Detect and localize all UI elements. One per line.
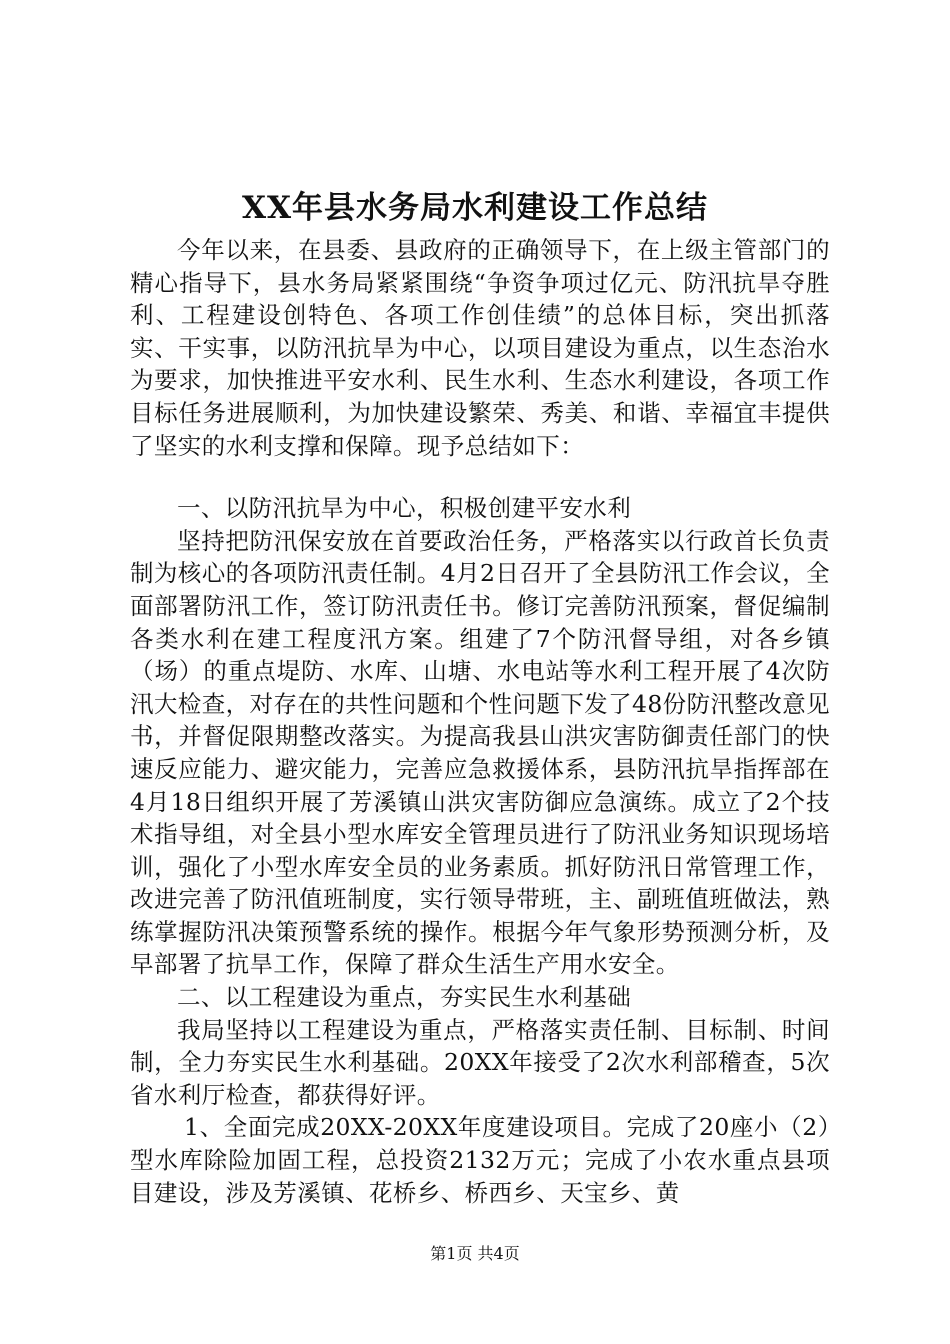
document-title: XX年县水务局水利建设工作总结 <box>241 190 709 226</box>
intro-paragraph: 今年以来，在县委、县政府的正确领导下，在上级主管部门的精心指导下，县水务局紧紧围绕“争资争项过亿元、防汛抗旱夺胜利、工程建设创特色、各项工作创佳绩”的总体目标，突出抓落实、干实事，以防汛抗旱为中心，以项目建设为重点，以生态治水为要求，加快推进平安水利、民生水利、生态水利建设，各项工作目标任务进展顺利，为加快建设繁荣、秀美、和谐、幸福宜丰提供了坚实的水利支撑和保障。现予总结如下： <box>130 236 830 460</box>
item-1-paragraph: 1、全面完成20XX-20XX年度建设项目。完成了20座小（2）型水库除险加固工程，总投资2132万元；完成了小农水重点县项目建设，涉及芳溪镇、花桥乡、桥西乡、天宝乡、黄 <box>130 1113 830 1207</box>
document-body <box>130 234 830 1209</box>
section-2-paragraph: 我局坚持以工程建设为重点，严格落实责任制、目标制、时间制，全力夯实民生水利基础。20XX年接受了2次水利部稽查，5次省水利厅检查，都获得好评。 <box>130 1015 830 1109</box>
section-1-paragraph: 坚持把防汛保安放在首要政治任务，严格落实以行政首长负责制为核心的各项防汛责任制。4月2日召开了全县防汛工作会议，全面部署防汛工作，签订防汛责任书。修订完善防汛预案，督促编制各类水利在建工程度汛方案。组建了7个防汛督导组，对各乡镇（场）的重点堤防、水库、山塘、水电站等水利工程开展了4次防汛大检查，对存在的共性问题和个性问题下发了48份防汛整改意见书，并督促限期整改落实。为提高我县山洪灾害防御责任部门的快速反应能力、避灾能力，完善应急救援体系，县防汛抗旱指挥部在4月18日组织开展了芳溪镇山洪灾害防御应急演练。成立了2个技术指导组，对全县小型水库安全管理员进行了防汛业务知识现场培训，强化了小型水库安全员的业务素质。抓好防汛日常管理工作，改进完善了防汛值班制度，实行领导带班，主、副班值班做法，熟练掌握防汛决策预警系统的操作。根据今年气象形势预测分析，及早部署了抗旱工作，保障了群众生活生产用水安全。 <box>130 526 830 979</box>
section-2-heading: 二、以工程建设为重点，夯实民生水利基础 <box>177 983 632 1012</box>
paragraph-gap <box>130 462 830 492</box>
page-footer: 第1页 共4页 <box>430 1244 520 1263</box>
section-1-heading: 一、以防汛抗旱为中心，积极创建平安水利 <box>177 494 632 523</box>
